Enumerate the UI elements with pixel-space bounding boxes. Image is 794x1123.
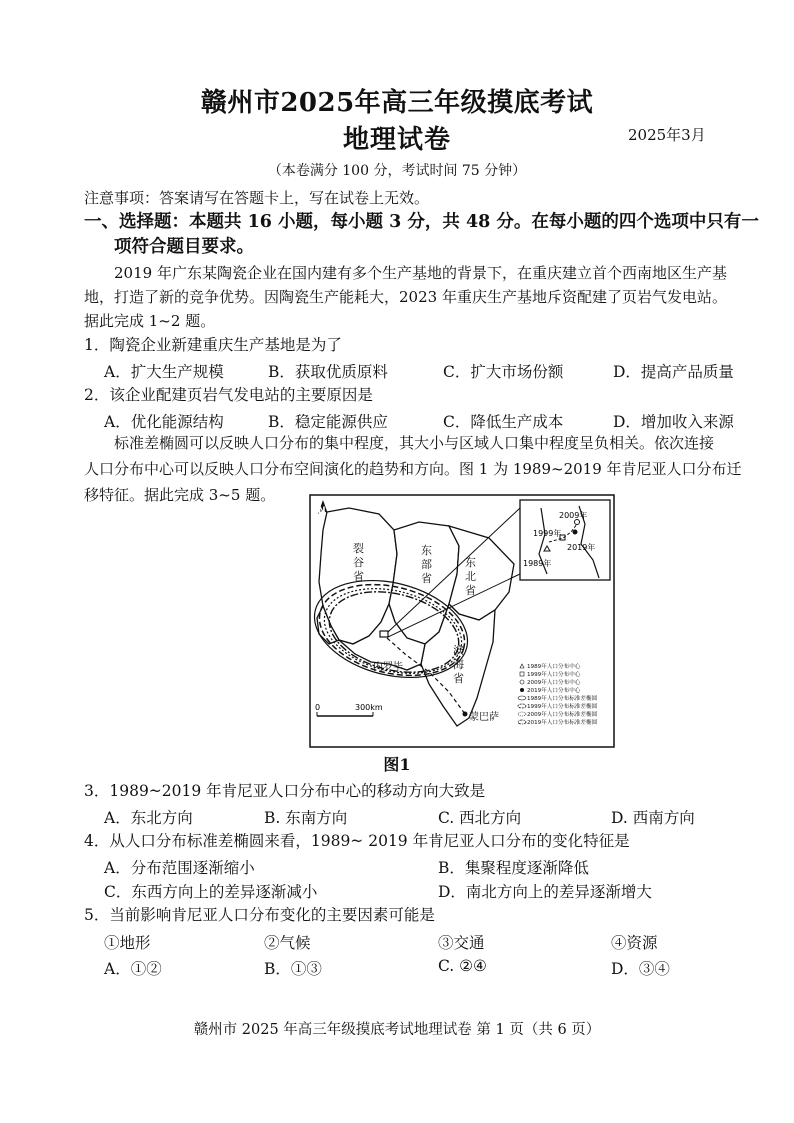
q3-option-b[interactable]: B. 东南方向: [264, 809, 348, 827]
q4-option-c[interactable]: C．东西方向上的差异逐渐减小: [104, 883, 318, 901]
page-footer: 赣州市 2025 年高三年级摸底考试地理试卷 第 1 页（共 6 页）: [193, 1022, 601, 1038]
legend-4: 2019年人口分布中心: [527, 688, 581, 694]
north-label: N: [318, 506, 326, 516]
ne-label-1: 东: [465, 556, 476, 569]
mombasa-label: 蒙巴萨: [469, 712, 499, 723]
legend-6: 1999年人口分布标准差椭圆: [527, 704, 598, 710]
q3-stem: 3．1989~2019 年肯尼亚人口分布中心的移动方向大致是: [84, 782, 486, 800]
east-label-2: 部: [421, 558, 432, 571]
q3-option-c[interactable]: C. 西北方向: [438, 809, 522, 827]
q4-option-a[interactable]: A．分布范围逐渐缩小: [104, 859, 255, 877]
exam-info: （本卷满分 100 分，考试时间 75 分钟）: [267, 163, 527, 179]
q1-option-a[interactable]: A．扩大生产规模: [104, 363, 224, 381]
q5-option-b[interactable]: B．①③: [264, 960, 322, 978]
passage2-line2: 人口分布中心可以反映人口分布空间演化的趋势和方向。图 1 为 1989~2019 年肯尼亚人口分布迁: [84, 460, 742, 478]
passage2-line3: 移特征。据此完成 3~5 题。: [84, 486, 276, 504]
mombasa-dot: [463, 712, 468, 717]
q2-option-a[interactable]: A．优化能源结构: [104, 413, 224, 431]
exam-date: 2025年3月: [628, 126, 706, 144]
rift-label-1: 裂: [353, 542, 364, 555]
notice: 注意事项：答案请写在答题卡上，写在试卷上无效。: [84, 189, 430, 207]
center-2019-icon: [573, 530, 578, 535]
q2-option-d[interactable]: D．增加收入来源: [613, 413, 734, 431]
ne-label-3: 省: [465, 584, 476, 597]
exam-title: 赣州市2025年高三年级摸底考试: [200, 88, 594, 118]
inset-label-2009: 2009年: [559, 511, 588, 520]
section1-heading-line2: 项符合题目要求。: [114, 237, 254, 257]
q5-stem: 5．当前影响肯尼亚人口分布变化的主要因素可能是: [84, 906, 435, 924]
passage1-line3: 据此完成 1~2 题。: [84, 312, 216, 330]
east-label-3: 省: [421, 572, 432, 585]
legend-5: 1989年人口分布标准差椭圆: [527, 696, 598, 702]
passage1-line1: 2019 年广东某陶瓷企业在国内建有多个生产基地的背景下，在重庆建立首个西南地区生产基: [114, 264, 727, 282]
inset-label-1999: 1999年: [533, 529, 562, 538]
q5-item-2: ②气候: [264, 934, 311, 952]
coast-label-2: 海: [453, 658, 464, 671]
scale-distance: 300km: [355, 703, 383, 712]
figure-caption: 图1: [383, 755, 411, 774]
q5-item-3: ③交通: [438, 934, 485, 952]
legend-1: 1989年人口分布中心: [527, 664, 581, 670]
q1-option-c[interactable]: C．扩大市场份额: [443, 363, 564, 381]
nairobi-center-box: [380, 631, 388, 637]
section1-heading-line1: 一、选择题：本题共 16 小题，每小题 3 分，共 48 分。在每小题的四个选项中只有一: [84, 212, 759, 232]
inset-label-2019: 2019年: [567, 543, 596, 552]
q4-stem: 4．从人口分布标准差椭圆来看，1989~ 2019 年肯尼亚人口分布的变化特征是: [84, 832, 630, 850]
q5-item-4: ④资源: [611, 934, 658, 952]
exam-subtitle: 地理试卷: [342, 125, 451, 155]
q4-option-b[interactable]: B．集聚程度逐渐降低: [438, 859, 589, 877]
q2-stem: 2．该企业配建页岩气发电站的主要原因是: [84, 386, 373, 404]
q2-option-b[interactable]: B．稳定能源供应: [268, 413, 388, 431]
q1-option-b[interactable]: B．获取优质原料: [268, 363, 388, 381]
q5-option-d[interactable]: D．③④: [611, 960, 670, 978]
q1-stem: 1．陶瓷企业新建重庆生产基地是为了: [84, 336, 342, 354]
q1-option-d[interactable]: D．提高产品质量: [613, 363, 734, 381]
passage1-line2: 地，打造了新的竞争优势。因陶瓷生产能耗大，2023 年重庆生产基地斥资配建了页岩气发电站。: [84, 288, 727, 306]
coast-label-1: 滨: [453, 644, 464, 657]
inset-map: [520, 500, 610, 580]
q2-option-c[interactable]: C．降低生产成本: [443, 413, 564, 431]
east-label-1: 东: [421, 544, 432, 557]
legend-2: 1999年人口分布中心: [527, 672, 581, 678]
legend-7: 2009年人口分布标准差椭圆: [527, 712, 598, 718]
scale-zero: 0: [315, 703, 321, 712]
q4-option-d[interactable]: D．南北方向上的差异逐渐增大: [438, 883, 652, 901]
inset-label-1989: 1989年: [523, 559, 552, 568]
coast-label-3: 省: [453, 672, 464, 685]
rift-label-2: 谷: [353, 556, 364, 569]
kenya-population-map: [309, 494, 615, 748]
rift-label-3: 省: [353, 570, 364, 583]
q3-option-d[interactable]: D. 西南方向: [611, 809, 695, 827]
ne-label-2: 北: [465, 570, 476, 583]
q3-option-a[interactable]: A．东北方向: [104, 809, 193, 827]
q5-item-1: ①地形: [104, 934, 151, 952]
q5-option-c[interactable]: C. ②④: [438, 957, 487, 975]
q5-option-a[interactable]: A．①②: [104, 960, 162, 978]
legend-3: 2009年人口分布中心: [527, 680, 581, 686]
legend-8: 2019年人口分布标准差椭圆: [527, 720, 598, 726]
nairobi-label: 内罗毕: [373, 662, 403, 673]
passage2-line1: 标准差椭圆可以反映人口分布的集中程度，其大小与区域人口集中程度呈负相关。依次连接: [114, 434, 715, 452]
